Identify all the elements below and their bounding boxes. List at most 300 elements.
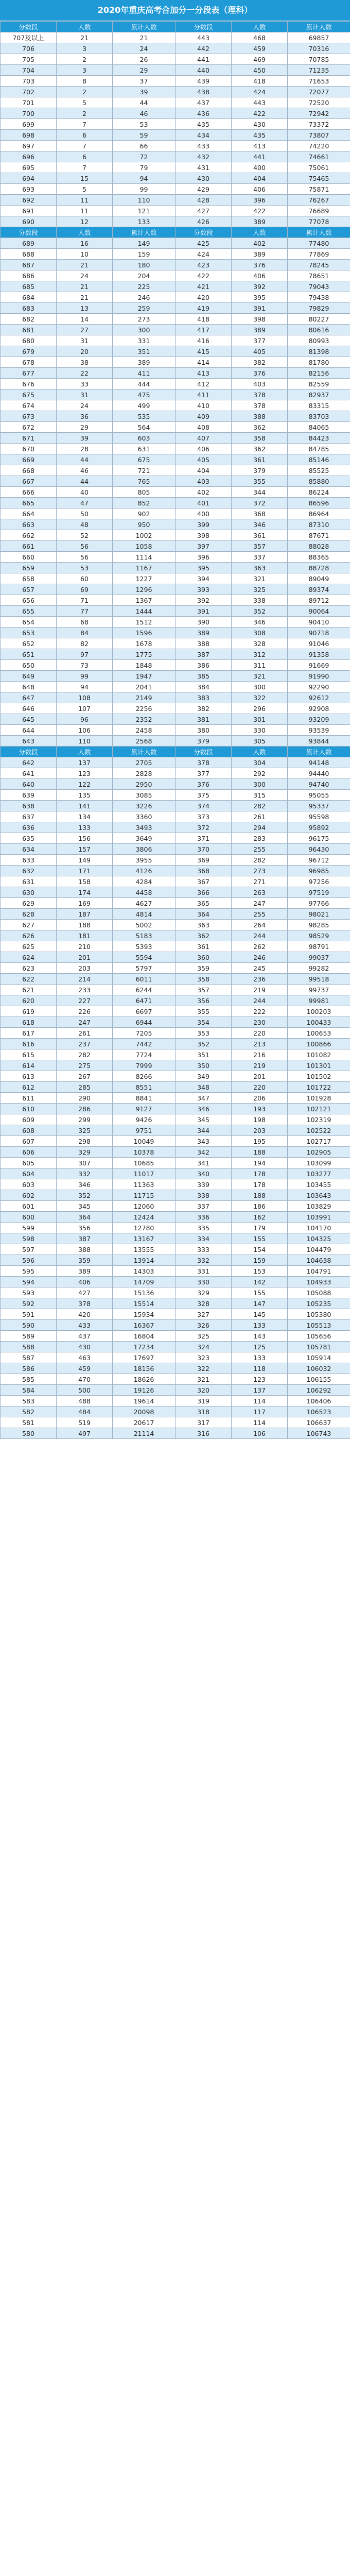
cell-cumulative-right: 99737 — [288, 985, 350, 995]
cell-score-band-left: 678 — [1, 357, 57, 368]
cell-cumulative-left: 3493 — [113, 822, 176, 833]
cell-cumulative-left: 1947 — [113, 671, 176, 682]
cell-score-band-left: 585 — [1, 1374, 57, 1385]
cell-cumulative-left: 564 — [113, 422, 176, 433]
cell-count-right: 312 — [232, 649, 288, 660]
cell-score-band-left: 698 — [1, 130, 57, 141]
cell-count-left: 282 — [57, 1049, 113, 1060]
cell-cumulative-left: 14303 — [113, 1266, 176, 1277]
cell-count-left: 484 — [57, 1406, 113, 1417]
cell-count-left: 470 — [57, 1374, 113, 1385]
cell-cumulative-left: 19614 — [113, 1396, 176, 1406]
cell-count-right: 人数 — [232, 747, 288, 757]
table-row — [1, 768, 350, 779]
cell-score-band-right: 369 — [176, 855, 232, 866]
cell-score-band-right: 433 — [176, 141, 232, 151]
cell-score-band-right: 443 — [176, 32, 232, 43]
table-row — [1, 563, 350, 573]
table-row — [1, 1233, 350, 1244]
cell-cumulative-right: 101082 — [288, 1049, 350, 1060]
table-row — [1, 963, 350, 974]
cell-score-band-right: 389 — [176, 628, 232, 638]
cell-count-left: 388 — [57, 1244, 113, 1255]
table-row — [1, 389, 350, 400]
cell-score-band-left: 658 — [1, 573, 57, 584]
cell-count-left: 73 — [57, 660, 113, 671]
cell-score-band-right: 411 — [176, 389, 232, 400]
table-row — [1, 898, 350, 909]
cell-score-band-left: 583 — [1, 1396, 57, 1406]
table-row — [1, 573, 350, 584]
cell-score-band-left: 684 — [1, 292, 57, 303]
cell-count-left: 71 — [57, 595, 113, 606]
cell-count-right: 137 — [232, 1385, 288, 1396]
cell-score-band-right: 394 — [176, 573, 232, 584]
table-row — [1, 130, 350, 141]
cell-count-right: 406 — [232, 184, 288, 195]
cell-count-right: 178 — [232, 1179, 288, 1190]
cell-cumulative-left: 4627 — [113, 898, 176, 909]
cell-score-band-left: 633 — [1, 855, 57, 866]
cell-count-left: 290 — [57, 1093, 113, 1104]
table-row — [1, 985, 350, 995]
cell-count-left: 107 — [57, 703, 113, 714]
cell-count-right: 469 — [232, 54, 288, 65]
cell-score-band-right: 439 — [176, 76, 232, 87]
table-row — [1, 119, 350, 130]
cell-count-right: 305 — [232, 736, 288, 747]
cell-score-band-left: 580 — [1, 1428, 57, 1439]
table-row — [1, 714, 350, 725]
cell-count-right: 325 — [232, 584, 288, 595]
cell-cumulative-left: 852 — [113, 498, 176, 509]
table-row — [1, 1082, 350, 1093]
cell-count-right: 395 — [232, 292, 288, 303]
cell-count-left: 169 — [57, 898, 113, 909]
cell-cumulative-right: 82937 — [288, 389, 350, 400]
cell-cumulative-right: 69857 — [288, 32, 350, 43]
cell-cumulative-right: 77480 — [288, 238, 350, 249]
table-row — [1, 1212, 350, 1223]
cell-count-left: 5 — [57, 184, 113, 195]
table-row — [1, 833, 350, 844]
cell-cumulative-left: 2950 — [113, 779, 176, 790]
table-row — [1, 1049, 350, 1060]
table-row — [1, 974, 350, 985]
cell-cumulative-right: 73372 — [288, 119, 350, 130]
cell-score-band-right: 322 — [176, 1363, 232, 1374]
cell-cumulative-right: 92290 — [288, 682, 350, 692]
cell-score-band-right: 349 — [176, 1071, 232, 1082]
cell-count-left: 156 — [57, 833, 113, 844]
cell-cumulative-right: 105914 — [288, 1352, 350, 1363]
cell-cumulative-left: 8841 — [113, 1093, 176, 1104]
cell-count-right: 422 — [232, 108, 288, 119]
cell-score-band-left: 651 — [1, 649, 57, 660]
cell-score-band-right: 342 — [176, 1147, 232, 1158]
cell-score-band-left: 671 — [1, 433, 57, 444]
cell-score-band-left: 692 — [1, 195, 57, 206]
cell-score-band-left: 600 — [1, 1212, 57, 1223]
cell-score-band-left: 664 — [1, 509, 57, 519]
cell-score-band-left: 615 — [1, 1049, 57, 1060]
cell-count-right: 321 — [232, 573, 288, 584]
cell-score-band-right: 392 — [176, 595, 232, 606]
cell-score-band-right: 336 — [176, 1212, 232, 1223]
cell-count-left: 97 — [57, 649, 113, 660]
table-title: 2020年重庆高考合加分一分段表（理科） — [0, 0, 350, 21]
cell-cumulative-left: 10685 — [113, 1158, 176, 1168]
cell-count-right: 346 — [232, 519, 288, 530]
cell-score-band-right: 368 — [176, 866, 232, 876]
cell-cumulative-left: 13167 — [113, 1233, 176, 1244]
cell-score-band-right: 323 — [176, 1352, 232, 1363]
cell-count-right: 376 — [232, 260, 288, 270]
cell-score-band-right: 397 — [176, 541, 232, 552]
cell-count-left: 人数 — [57, 227, 113, 238]
cell-score-band-right: 406 — [176, 444, 232, 454]
cell-count-right: 219 — [232, 985, 288, 995]
table-row — [1, 400, 350, 411]
table-row — [1, 411, 350, 422]
cell-score-band-right: 403 — [176, 476, 232, 487]
cell-cumulative-right: 103991 — [288, 1212, 350, 1223]
cell-score-band-right: 385 — [176, 671, 232, 682]
cell-score-band-left: 681 — [1, 325, 57, 335]
cell-cumulative-right: 96712 — [288, 855, 350, 866]
cell-count-right: 300 — [232, 779, 288, 790]
repeated-header-row — [1, 747, 350, 757]
cell-score-band-left: 707及以上 — [1, 32, 57, 43]
cell-cumulative-left: 246 — [113, 292, 176, 303]
cell-cumulative-right: 105380 — [288, 1309, 350, 1320]
table-row — [1, 465, 350, 476]
cell-count-left: 33 — [57, 379, 113, 389]
cell-score-band-left: 598 — [1, 1233, 57, 1244]
cell-score-band-right: 378 — [176, 757, 232, 768]
cell-score-band-right: 429 — [176, 184, 232, 195]
cell-count-right: 361 — [232, 530, 288, 541]
cell-score-band-left: 642 — [1, 757, 57, 768]
table-row — [1, 87, 350, 97]
cell-count-right: 378 — [232, 400, 288, 411]
cell-cumulative-right: 91046 — [288, 638, 350, 649]
cell-score-band-left: 611 — [1, 1093, 57, 1104]
cell-count-left: 352 — [57, 1190, 113, 1201]
cell-cumulative-left: 13914 — [113, 1255, 176, 1266]
cell-count-left: 44 — [57, 476, 113, 487]
table-row — [1, 844, 350, 855]
cell-count-right: 396 — [232, 195, 288, 206]
cell-cumulative-right: 83703 — [288, 411, 350, 422]
cell-count-right: 244 — [232, 930, 288, 941]
cell-cumulative-left: 259 — [113, 303, 176, 314]
cell-count-right: 147 — [232, 1298, 288, 1309]
cell-count-right: 292 — [232, 768, 288, 779]
cell-score-band-left: 677 — [1, 368, 57, 379]
table-row — [1, 1136, 350, 1147]
cell-cumulative-right: 74220 — [288, 141, 350, 151]
cell-cumulative-left: 1002 — [113, 530, 176, 541]
cell-score-band-right: 428 — [176, 195, 232, 206]
cell-count-right: 188 — [232, 1190, 288, 1201]
cell-cumulative-right: 70316 — [288, 43, 350, 54]
table-row — [1, 249, 350, 260]
cell-cumulative-left: 1227 — [113, 573, 176, 584]
cell-cumulative-right: 98285 — [288, 920, 350, 930]
cell-score-band-right: 317 — [176, 1417, 232, 1428]
cell-score-band-right: 345 — [176, 1114, 232, 1125]
cell-cumulative-right: 累计人数 — [288, 227, 350, 238]
table-row — [1, 628, 350, 638]
cell-cumulative-right: 105235 — [288, 1298, 350, 1309]
cell-cumulative-right: 94440 — [288, 768, 350, 779]
cell-score-band-left: 613 — [1, 1071, 57, 1082]
cell-score-band-left: 669 — [1, 454, 57, 465]
cell-count-right: 118 — [232, 1363, 288, 1374]
cell-count-left: 420 — [57, 1309, 113, 1320]
cell-cumulative-left: 8551 — [113, 1082, 176, 1093]
table-row — [1, 1104, 350, 1114]
cell-count-left: 77 — [57, 606, 113, 617]
cell-score-band-left: 706 — [1, 43, 57, 54]
cell-count-left: 15 — [57, 173, 113, 184]
cell-count-right: 308 — [232, 628, 288, 638]
cell-score-band-left: 623 — [1, 963, 57, 974]
table-row — [1, 206, 350, 216]
cell-score-band-left: 662 — [1, 530, 57, 541]
cell-count-left: 39 — [57, 433, 113, 444]
cell-count-left: 27 — [57, 325, 113, 335]
cell-score-band-right: 425 — [176, 238, 232, 249]
cell-count-right: 441 — [232, 151, 288, 162]
cell-score-band-right: 382 — [176, 703, 232, 714]
cell-score-band-right: 362 — [176, 930, 232, 941]
cell-count-left: 22 — [57, 368, 113, 379]
table-row — [1, 941, 350, 952]
cell-count-left: 人数 — [57, 747, 113, 757]
cell-score-band-left: 691 — [1, 206, 57, 216]
cell-count-right: 328 — [232, 638, 288, 649]
cell-score-band-right: 404 — [176, 465, 232, 476]
cell-score-band-right: 391 — [176, 606, 232, 617]
cell-score-band-left: 581 — [1, 1417, 57, 1428]
cell-score-band-right: 402 — [176, 487, 232, 498]
cell-score-band-right: 419 — [176, 303, 232, 314]
cell-cumulative-right: 81780 — [288, 357, 350, 368]
cell-score-band-left: 663 — [1, 519, 57, 530]
cell-count-right: 404 — [232, 173, 288, 184]
cell-count-left: 24 — [57, 400, 113, 411]
table-row — [1, 1190, 350, 1201]
cell-cumulative-right: 75465 — [288, 173, 350, 184]
table-row — [1, 1028, 350, 1039]
cell-cumulative-left: 累计人数 — [113, 747, 176, 757]
header-score-band-right: 分数段 — [176, 22, 232, 32]
cell-score-band-left: 604 — [1, 1168, 57, 1179]
cell-cumulative-right: 96430 — [288, 844, 350, 855]
cell-cumulative-right: 81398 — [288, 346, 350, 357]
cell-score-band-left: 697 — [1, 141, 57, 151]
header-count-right: 人数 — [232, 22, 288, 32]
cell-count-right: 424 — [232, 87, 288, 97]
cell-score-band-left: 666 — [1, 487, 57, 498]
cell-score-band-left: 587 — [1, 1352, 57, 1363]
cell-count-left: 7 — [57, 162, 113, 173]
cell-count-left: 69 — [57, 584, 113, 595]
cell-cumulative-right: 77078 — [288, 216, 350, 227]
cell-cumulative-left: 149 — [113, 238, 176, 249]
cell-score-band-left: 592 — [1, 1298, 57, 1309]
cell-cumulative-right: 106155 — [288, 1374, 350, 1385]
cell-count-right: 198 — [232, 1114, 288, 1125]
cell-cumulative-right: 76689 — [288, 206, 350, 216]
cell-cumulative-left: 7205 — [113, 1028, 176, 1039]
cell-cumulative-right: 90410 — [288, 617, 350, 628]
cell-count-left: 56 — [57, 541, 113, 552]
cell-score-band-right: 423 — [176, 260, 232, 270]
cell-cumulative-right: 83315 — [288, 400, 350, 411]
cell-score-band-right: 321 — [176, 1374, 232, 1385]
cell-cumulative-right: 78651 — [288, 270, 350, 281]
table-row — [1, 54, 350, 65]
cell-cumulative-right: 80616 — [288, 325, 350, 335]
cell-cumulative-right: 103829 — [288, 1201, 350, 1212]
cell-cumulative-right: 106637 — [288, 1417, 350, 1428]
cell-count-left: 14 — [57, 314, 113, 325]
table-row — [1, 920, 350, 930]
cell-count-right: 389 — [232, 325, 288, 335]
cell-count-left: 378 — [57, 1298, 113, 1309]
cell-cumulative-right: 102522 — [288, 1125, 350, 1136]
cell-count-right: 392 — [232, 281, 288, 292]
cell-count-right: 206 — [232, 1093, 288, 1104]
cell-cumulative-left: 18156 — [113, 1363, 176, 1374]
cell-count-left: 122 — [57, 779, 113, 790]
cell-cumulative-left: 16804 — [113, 1331, 176, 1342]
cell-count-left: 20 — [57, 346, 113, 357]
cell-score-band-right: 383 — [176, 692, 232, 703]
cell-score-band-right: 356 — [176, 995, 232, 1006]
cell-cumulative-left: 37 — [113, 76, 176, 87]
cell-count-right: 106 — [232, 1428, 288, 1439]
cell-count-left: 329 — [57, 1147, 113, 1158]
cell-score-band-right: 347 — [176, 1093, 232, 1104]
cell-cumulative-left: 2256 — [113, 703, 176, 714]
table-row — [1, 876, 350, 887]
cell-cumulative-right: 96985 — [288, 866, 350, 876]
cell-score-band-right: 377 — [176, 768, 232, 779]
table-row — [1, 335, 350, 346]
cell-count-right: 188 — [232, 1147, 288, 1158]
cell-score-band-left: 621 — [1, 985, 57, 995]
cell-count-left: 214 — [57, 974, 113, 985]
cell-score-band-right: 373 — [176, 811, 232, 822]
cell-score-band-right: 375 — [176, 790, 232, 801]
cell-count-right: 186 — [232, 1201, 288, 1212]
table-row — [1, 444, 350, 454]
table-header — [1, 22, 350, 32]
table-row — [1, 1006, 350, 1017]
cell-score-band-right: 371 — [176, 833, 232, 844]
table-row — [1, 1093, 350, 1104]
cell-cumulative-left: 26 — [113, 54, 176, 65]
cell-score-band-left: 624 — [1, 952, 57, 963]
cell-score-band-left: 590 — [1, 1320, 57, 1331]
cell-score-band-right: 436 — [176, 108, 232, 119]
cell-score-band-left: 657 — [1, 584, 57, 595]
cell-cumulative-left: 3649 — [113, 833, 176, 844]
cell-score-band-left: 603 — [1, 1179, 57, 1190]
cell-cumulative-left: 1444 — [113, 606, 176, 617]
cell-cumulative-right: 104638 — [288, 1255, 350, 1266]
table-row — [1, 1309, 350, 1320]
cell-cumulative-left: 5183 — [113, 930, 176, 941]
table-row — [1, 887, 350, 898]
cell-cumulative-left: 20098 — [113, 1406, 176, 1417]
table-row — [1, 736, 350, 747]
table-row — [1, 238, 350, 249]
cell-score-band-left: 674 — [1, 400, 57, 411]
cell-count-left: 134 — [57, 811, 113, 822]
cell-score-band-left: 670 — [1, 444, 57, 454]
cell-score-band-left: 634 — [1, 844, 57, 855]
cell-count-left: 135 — [57, 790, 113, 801]
cell-count-right: 344 — [232, 487, 288, 498]
table-row — [1, 1060, 350, 1071]
cell-count-left: 389 — [57, 1266, 113, 1277]
table-row — [1, 952, 350, 963]
cell-score-band-right: 346 — [176, 1104, 232, 1114]
cell-score-band-left: 702 — [1, 87, 57, 97]
cell-cumulative-right: 97519 — [288, 887, 350, 898]
table-row — [1, 1266, 350, 1277]
cell-score-band-right: 412 — [176, 379, 232, 389]
cell-count-left: 233 — [57, 985, 113, 995]
cell-count-left: 174 — [57, 887, 113, 898]
cell-count-left: 68 — [57, 617, 113, 628]
cell-cumulative-left: 902 — [113, 509, 176, 519]
cell-score-band-right: 415 — [176, 346, 232, 357]
table-row — [1, 292, 350, 303]
cell-score-band-right: 400 — [176, 509, 232, 519]
cell-score-band-right: 316 — [176, 1428, 232, 1439]
cell-score-band-right: 437 — [176, 97, 232, 108]
table-row — [1, 595, 350, 606]
cell-score-band-left: 625 — [1, 941, 57, 952]
cell-score-band-right: 353 — [176, 1028, 232, 1039]
cell-count-left: 133 — [57, 822, 113, 833]
cell-count-right: 194 — [232, 1158, 288, 1168]
cell-score-band-right: 338 — [176, 1190, 232, 1201]
cell-score-band-right: 352 — [176, 1039, 232, 1049]
cell-cumulative-right: 80227 — [288, 314, 350, 325]
cell-cumulative-right: 105513 — [288, 1320, 350, 1331]
cell-count-right: 413 — [232, 141, 288, 151]
cell-score-band-left: 605 — [1, 1158, 57, 1168]
cell-cumulative-left: 411 — [113, 368, 176, 379]
cell-cumulative-right: 106032 — [288, 1363, 350, 1374]
cell-count-right: 247 — [232, 898, 288, 909]
cell-score-band-right: 359 — [176, 963, 232, 974]
cell-count-left: 53 — [57, 563, 113, 573]
table-row — [1, 1320, 350, 1331]
table-row — [1, 1417, 350, 1428]
cell-cumulative-left: 7999 — [113, 1060, 176, 1071]
cell-count-left: 267 — [57, 1071, 113, 1082]
cell-count-left: 181 — [57, 930, 113, 941]
cell-score-band-right: 332 — [176, 1255, 232, 1266]
